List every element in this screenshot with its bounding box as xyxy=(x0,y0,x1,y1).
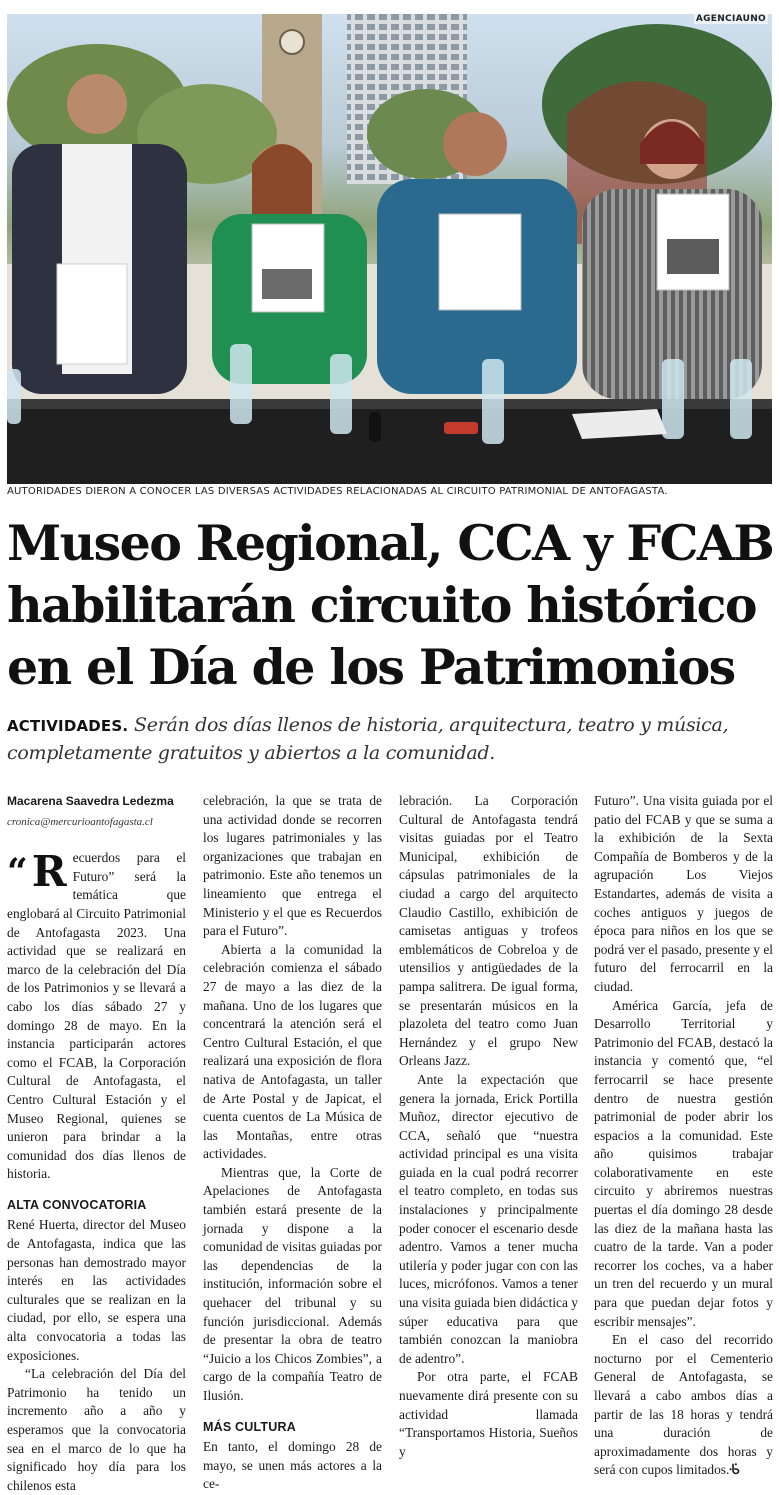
dropcap: “R xyxy=(7,847,67,897)
author: Macarena Saavedra Ledezma xyxy=(7,794,174,808)
subheading-alta-convocatoria: ALTA CONVOCATORIA xyxy=(7,1197,147,1212)
paragraph: Por otra parte, el FCAB nuevamente dirá presente con su actividad llamada “Transportamos Historia, Sueños y xyxy=(399,1369,578,1459)
lead-paragraph: “R ecuerdos para el Futuro” será la temática que englobará al Circuito Patrimonial de Antofagasta 2023. Una actividad que se realizará en marco de la celebración del Día de los Patrimonios y se llevará a cabo los días sábado 27 y domingo 28 de mayo. En la instancia participarán actores como el FCAB, la Corporación Cultural de Antofagasta, el Centro Cultural Estación y el Museo Regional, quienes se unieron para brindar a la comunidad dos días llenos de historia. xyxy=(7,847,186,1182)
author-email[interactable]: cronica@mercurioantofagasta.cl xyxy=(7,815,153,828)
article-column-1 xyxy=(7,792,186,1495)
photo-credit: AGENCIAUNO xyxy=(695,14,766,24)
paragraph: En tanto, el domingo 28 de mayo, se unen más actores a la ce- xyxy=(203,1439,382,1492)
deck-text: Serán dos días llenos de historia, arquitectura, teatro y música, completamente gratuitos y abiertos a la comunidad. xyxy=(7,714,729,764)
article-column-4 xyxy=(594,792,773,1480)
deck xyxy=(7,712,772,767)
subheading-mas-cultura: MÁS CULTURA xyxy=(203,1419,296,1434)
paragraph: celebración, la que se trata de una actividad donde se recorren los lugares patrimoniales y las organizaciones que trabajan en patrimonio. Este año tenemos un lineamiento que entrega el Ministerio y el que es Recuerdos para el Futuro”. xyxy=(203,793,382,939)
headline: Museo Regional, CCA y FCAB habilitarán circuito histórico en el Día de los Patrimonios xyxy=(7,514,774,696)
end-mark-icon: ᢹ xyxy=(729,1462,740,1478)
paragraph: Mientras que, la Corte de Apelaciones de Antofagasta también estará presente de la jornada y dispone a la comunidad de visitas guiadas por las dependencias de la institución, información sobre el quehacer del tribunal y su función jurisdiccional. Además de presentar la obra de teatro “Juicio a los Chicos Zombies”, a cargo de la compañía Teatro de Ilusión. xyxy=(203,1164,382,1403)
paragraph: En el caso del recorrido nocturno por el Cementerio General de Antofagasta, se llevará a cabo ambos días a partir de las 18 horas y tendrá una duración de aproximadamente dos horas y será con cupos limitados.ᢹ xyxy=(594,1332,773,1478)
paragraph: Abierta a la comunidad la celebración comienza el sábado 27 de mayo a las diez de la mañana. Uno de los lugares que concentrará la atención será el Centro Cultural Estación, el que realizará una exposición de flora nativa de Antofagasta, un taller de Arte Postal y de Japicat, el cuenta cuentos de La Música de las Montañas, entre otras actividades. xyxy=(203,941,382,1162)
article-column-3 xyxy=(399,792,578,1461)
paragraph: lebración. La Corporación Cultural de Antofagasta tendrá visitas guiadas por el Teatro Municipal, exhibición de cápsulas patrimoniales de la ciudad a cargo del arquitecto Claudio Castillo, exhibición de camisetas antiguas y trofeos emblemáticos de Cobreloa y de utensilios y antigüedades de la pampa salitrera. De igual forma, se presentarán músicos en la plazoleta del teatro como Juan Hernández y el grupo New Orleans Jazz. xyxy=(399,793,578,1069)
paragraph: “La celebración del Día del Patrimonio ha tenido un incremento año a año y esperamos que la convocatoria sea en el marco de lo que ha significado hoy día para los chilenos esta xyxy=(7,1366,186,1493)
news-photo xyxy=(7,14,772,484)
paragraph: Ante la expectación que genera la jornada, Erick Portilla Muñoz, director ejecutivo de CCA, señaló que “nuestra actividad principal es una visita guiada en la cual podrá recorrer el teatro completo, en todas sus instalaciones y principalmente poder conocer el escenario desde adentro. Vamos a tener mucha utilería y poder jugar con con las luces, micrófonos. Vamos a tener una visita guiada bien didáctica y súper educativa para que también conozcan la maniobra de adentro”. xyxy=(399,1071,578,1366)
photo-caption: AUTORIDADES DIERON A CONOCER LAS DIVERSAS ACTIVIDADES RELACIONADAS AL CIRCUITO PATRIMONIAL DE ANTOFAGASTA. xyxy=(7,486,668,497)
paragraph: René Huerta, director del Museo de Antofagasta, indica que las personas han demostrado mayor interés en las actividades culturales que se realizan en la ciudad, por ello, se espera una alta convocatoria a todas las exposiciones. xyxy=(7,1217,186,1363)
paragraph: América García, jefa de Desarrollo Territorial y Patrimonio del FCAB, destacó la instancia y comentó que, “el ferrocarril se hace presente dentro de nuestra gestión patrimonial de poder abrir los espacios a la comunidad. Este año quisimos trabajar colaborativamente en este circuito y abriremos nuestras puertas el día domingo 28 desde las diez de la mañana hasta las cuatro de la tarde. Van a poder recorrer los coches, va a haber un tren del recuerdo y un mural para que puedan dejar fotos y escribir mensajes”. xyxy=(594,997,773,1329)
paragraph: Futuro”. Una visita guiada por el patio del FCAB y que se suma a la exhibición de la Sexta Compañía de Bomberos y de la agrupación Los Viejos Estandartes, además de visita a coches antiguos y juegos de época para niños en los que se podrá ver el pasado, presente y el futuro del ferrocarril en la ciudad. xyxy=(594,793,773,994)
photo-illustration xyxy=(7,14,772,484)
deck-kicker: ACTIVIDADES. xyxy=(7,717,129,735)
article-column-2 xyxy=(203,792,382,1494)
